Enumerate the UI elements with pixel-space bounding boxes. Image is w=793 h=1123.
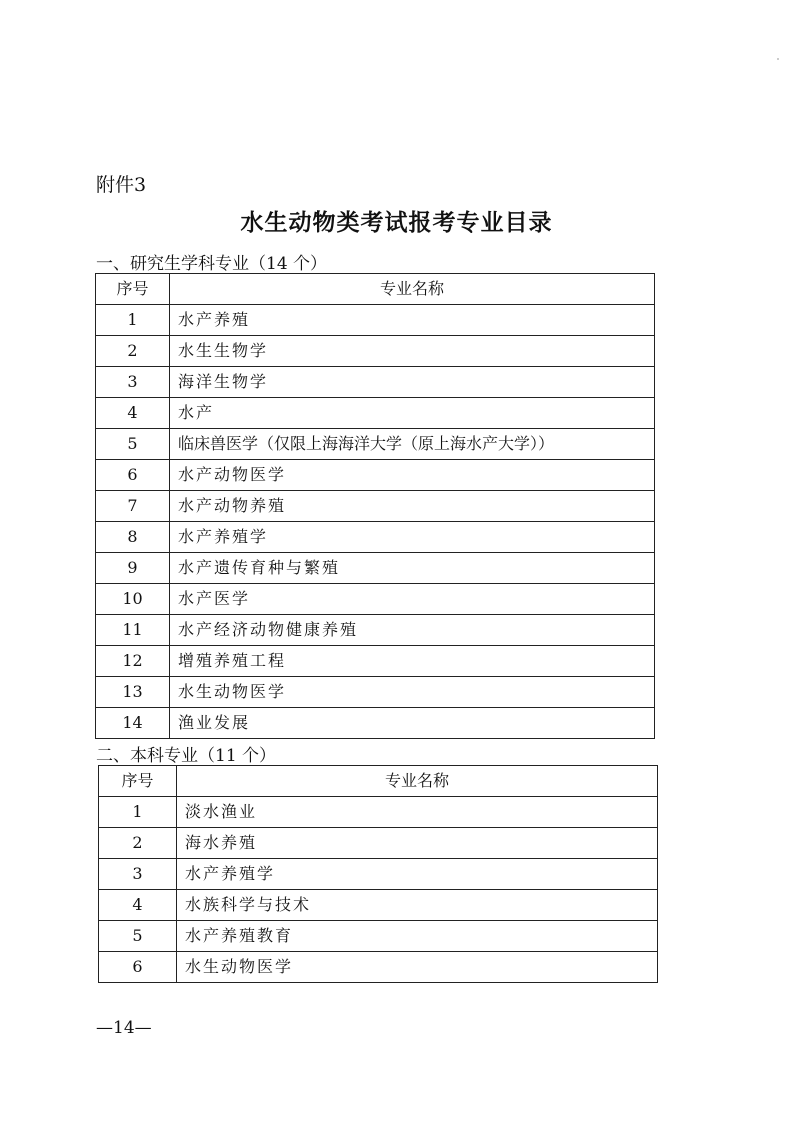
row-number: 3 <box>99 859 177 890</box>
row-number: 10 <box>96 584 170 615</box>
row-number: 2 <box>99 828 177 859</box>
major-name: 水产遗传育种与繁殖 <box>170 553 655 584</box>
major-name: 水产养殖教育 <box>177 921 658 952</box>
row-number: 1 <box>96 305 170 336</box>
table-row <box>96 460 655 491</box>
table-row <box>96 522 655 553</box>
graduate-majors-table <box>95 273 655 739</box>
table-header-row <box>99 766 658 797</box>
section-heading-graduate: 一、研究生学科专业（14 个） <box>96 254 328 274</box>
major-name: 渔业发展 <box>170 708 655 739</box>
section-heading-undergraduate: 二、本科专业（11 个） <box>96 746 277 766</box>
header-major-name: 专业名称 <box>177 766 658 797</box>
major-name: 淡水渔业 <box>177 797 658 828</box>
table-row <box>99 921 658 952</box>
row-number: 13 <box>96 677 170 708</box>
major-name: 水生生物学 <box>170 336 655 367</box>
major-name: 临床兽医学（仅限上海海洋大学（原上海水产大学）） <box>170 429 655 460</box>
table-row <box>96 367 655 398</box>
table-row <box>96 491 655 522</box>
table-header-row <box>96 274 655 305</box>
header-serial-number: 序号 <box>96 274 170 305</box>
row-number: 4 <box>99 890 177 921</box>
table-row <box>99 797 658 828</box>
table-row <box>99 859 658 890</box>
major-name: 水产 <box>170 398 655 429</box>
row-number: 12 <box>96 646 170 677</box>
major-name: 水生动物医学 <box>170 677 655 708</box>
table-row <box>99 952 658 983</box>
table-row <box>96 398 655 429</box>
row-number: 5 <box>96 429 170 460</box>
page-number: —14— <box>96 1018 152 1038</box>
row-number: 9 <box>96 553 170 584</box>
header-major-name: 专业名称 <box>170 274 655 305</box>
table-row <box>96 615 655 646</box>
table-row <box>96 677 655 708</box>
major-name: 水产养殖学 <box>177 859 658 890</box>
row-number: 3 <box>96 367 170 398</box>
header-serial-number: 序号 <box>99 766 177 797</box>
major-name: 水产动物养殖 <box>170 491 655 522</box>
table-row <box>96 429 655 460</box>
major-name: 水产动物医学 <box>170 460 655 491</box>
row-number: 8 <box>96 522 170 553</box>
row-number: 6 <box>99 952 177 983</box>
table-row <box>96 584 655 615</box>
row-number: 4 <box>96 398 170 429</box>
scan-speck <box>777 58 779 60</box>
table-row <box>96 336 655 367</box>
major-name: 水族科学与技术 <box>177 890 658 921</box>
table-row <box>96 708 655 739</box>
major-name: 增殖养殖工程 <box>170 646 655 677</box>
major-name: 水产养殖 <box>170 305 655 336</box>
row-number: 6 <box>96 460 170 491</box>
major-name: 水产医学 <box>170 584 655 615</box>
undergraduate-majors-table <box>98 765 658 983</box>
row-number: 1 <box>99 797 177 828</box>
row-number: 14 <box>96 708 170 739</box>
major-name: 水生动物医学 <box>177 952 658 983</box>
document-title: 水生动物类考试报考专业目录 <box>240 209 553 236</box>
row-number: 7 <box>96 491 170 522</box>
major-name: 水产经济动物健康养殖 <box>170 615 655 646</box>
row-number: 2 <box>96 336 170 367</box>
table-row <box>96 553 655 584</box>
major-name: 水产养殖学 <box>170 522 655 553</box>
row-number: 5 <box>99 921 177 952</box>
attachment-label: 附件3 <box>96 174 147 196</box>
table-row <box>96 646 655 677</box>
table-row <box>99 828 658 859</box>
row-number: 11 <box>96 615 170 646</box>
major-name: 海水养殖 <box>177 828 658 859</box>
table-row <box>99 890 658 921</box>
major-name: 海洋生物学 <box>170 367 655 398</box>
table-row <box>96 305 655 336</box>
